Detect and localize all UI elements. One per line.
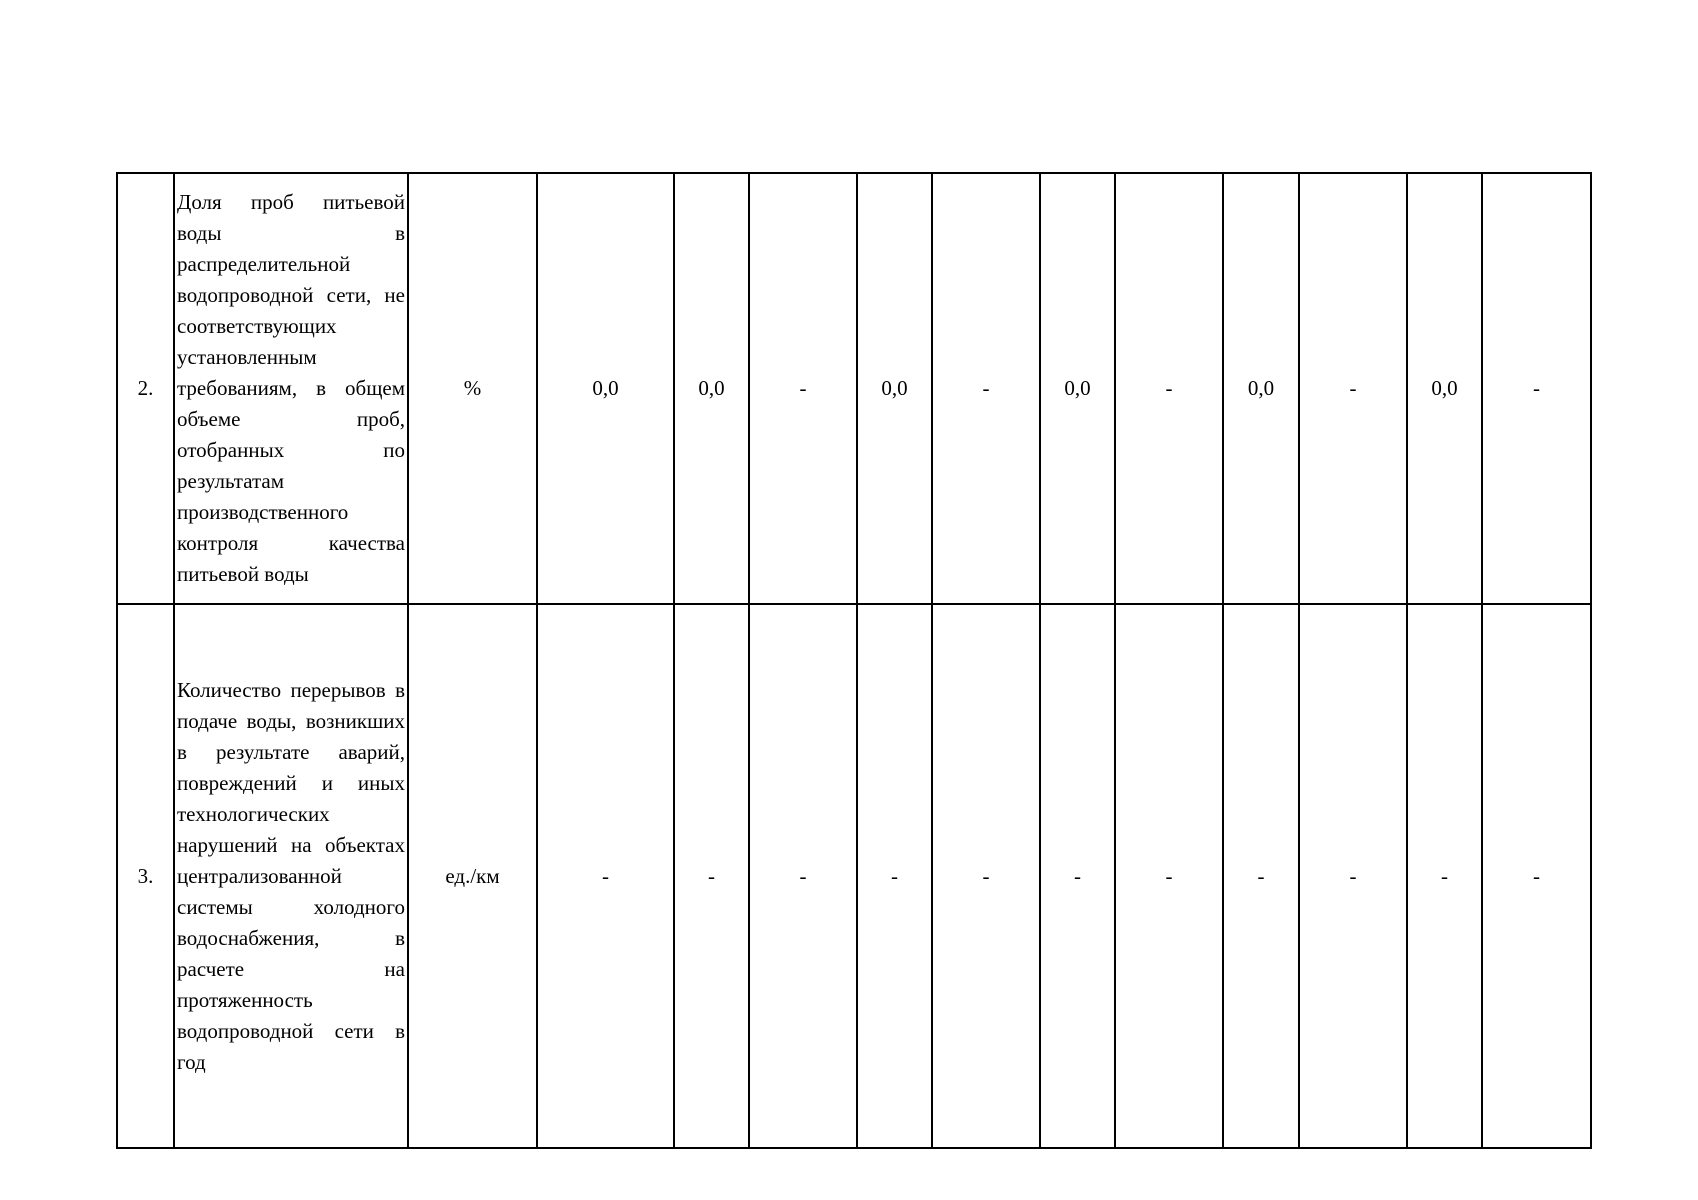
- value-cell: -: [1223, 604, 1299, 1148]
- value-cell: -: [1299, 604, 1407, 1148]
- value-cell: -: [932, 604, 1040, 1148]
- value-cell: 0,0: [857, 173, 932, 604]
- indicator-description: Доля проб питьевой воды в распределительной водопроводной сети, не соответствующих установленным требованиям, в общем объеме проб, отобранных по результатам производственного контроля качества питьевой воды: [174, 173, 408, 604]
- table-row: [117, 604, 1591, 1148]
- value-cell: -: [932, 173, 1040, 604]
- table-row: [117, 173, 1591, 604]
- value-cell: 0,0: [1223, 173, 1299, 604]
- value-cell: -: [1115, 604, 1223, 1148]
- indicator-description: Количество перерывов в подаче воды, возникших в результате аварий, повреждений и иных технологических нарушений на объектах централизованной системы холодного водоснабжения, в расчете на протяженность водопроводной сети в год: [174, 604, 408, 1148]
- value-cell: -: [674, 604, 749, 1148]
- value-cell: 0,0: [1040, 173, 1115, 604]
- value-cell: -: [1482, 173, 1591, 604]
- indicators-table: [116, 172, 1592, 1149]
- value-cell: 0,0: [537, 173, 674, 604]
- value-cell: 0,0: [1407, 173, 1482, 604]
- unit-cell: ед./км: [408, 604, 537, 1148]
- value-cell: -: [1407, 604, 1482, 1148]
- value-cell: -: [749, 173, 857, 604]
- value-cell: 0,0: [674, 173, 749, 604]
- value-cell: -: [749, 604, 857, 1148]
- row-number: 3.: [117, 604, 174, 1148]
- row-number: 2.: [117, 173, 174, 604]
- value-cell: -: [1115, 173, 1223, 604]
- unit-cell: %: [408, 173, 537, 604]
- value-cell: -: [537, 604, 674, 1148]
- value-cell: -: [1482, 604, 1591, 1148]
- value-cell: -: [1299, 173, 1407, 604]
- value-cell: -: [1040, 604, 1115, 1148]
- value-cell: -: [857, 604, 932, 1148]
